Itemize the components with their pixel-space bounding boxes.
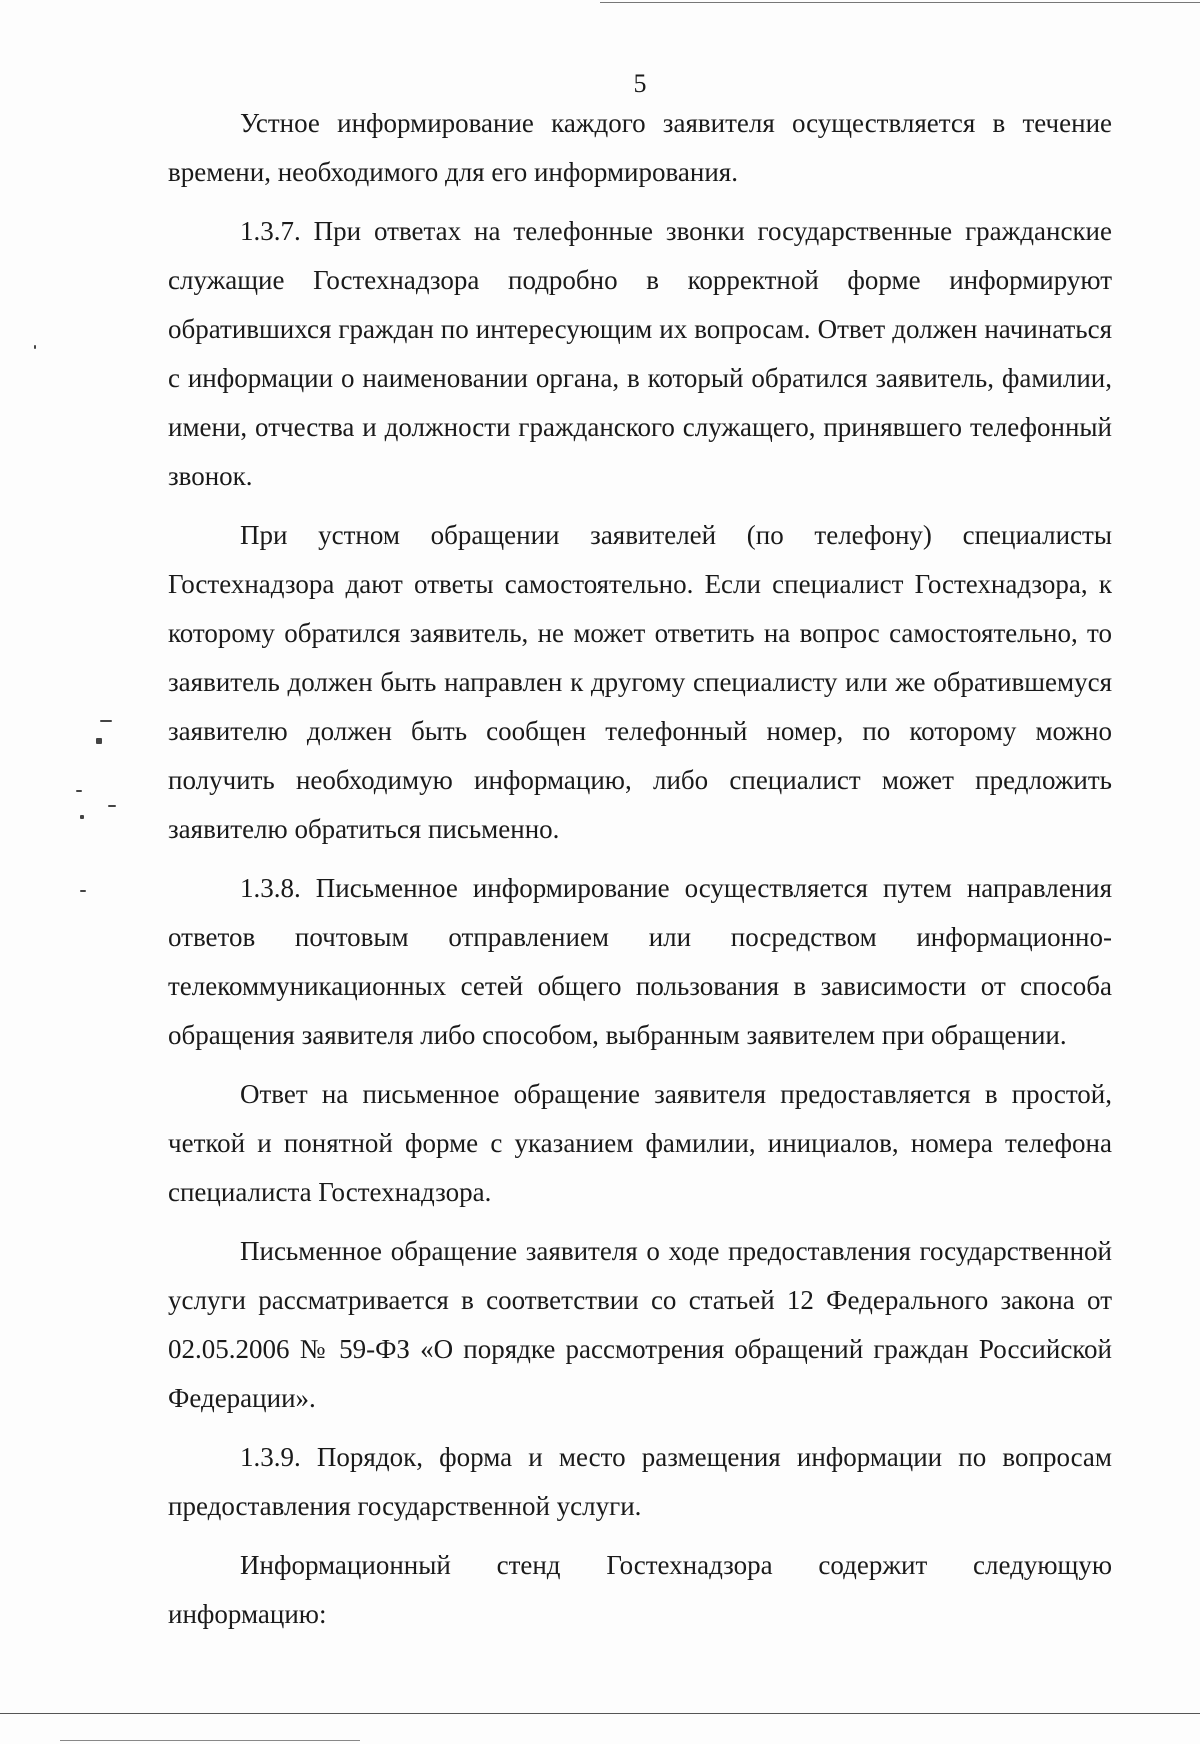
- paragraph: Письменное обращение заявителя о ходе предоставления государственной услуги рассматривается в соответствии со статьей 12 Федерального закона от 02.05.2006 № 59-ФЗ «О порядке рассмотрения обращений граждан Российской Федерации».: [168, 1236, 1112, 1413]
- scan-speck: [76, 790, 82, 792]
- page-number: 5: [633, 69, 647, 98]
- scan-speck: [80, 815, 84, 819]
- scan-edge-bottom: [0, 1713, 1200, 1714]
- paragraph: 1.3.8. Письменное информирование осуществляется путем направления ответов почтовым отправлением или посредством информационно-телекоммуникационных сетей общего пользования в зависимости от способа обращения заявителя либо способом, выбранным заявителем при обращении.: [168, 873, 1112, 1050]
- scan-speck: [80, 890, 86, 892]
- scan-speck: [108, 805, 116, 807]
- scan-speck: [100, 720, 112, 722]
- scan-speck: [34, 345, 36, 349]
- body-text: [168, 99, 1112, 1639]
- paragraph: При устном обращении заявителей (по телефону) специалисты Гостехнадзора дают ответы самостоятельно. Если специалист Гостехнадзора, к которому обратился заявитель, не может ответить на вопрос самостоятельно, то заявитель должен быть направлен к другому специалисту или же обратившемуся заявителю должен быть сообщен телефонный номер, по которому можно получить необходимую информацию, либо специалист может предложить заявителю обратиться письменно.: [168, 520, 1112, 844]
- paragraph: 1.3.7. При ответах на телефонные звонки государственные гражданские служащие Гостехнадзора подробно в корректной форме информируют обратившихся граждан по интересующим их вопросам. Ответ должен начинаться с информации о наименовании органа, в который обратился заявитель, фамилии, имени, отчества и должности гражданского служащего, принявшего телефонный звонок.: [168, 216, 1112, 491]
- scan-edge-bottom-2: [60, 1740, 360, 1741]
- paragraph: 1.3.9. Порядок, форма и место размещения информации по вопросам предоставления государственной услуги.: [168, 1442, 1112, 1521]
- paragraph: Ответ на письменное обращение заявителя предоставляется в простой, четкой и понятной форме с указанием фамилии, инициалов, номера телефона специалиста Гостехнадзора.: [168, 1079, 1112, 1207]
- scan-speck: [96, 738, 102, 744]
- paragraph: Информационный стенд Гостехнадзора содержит следующую информацию:: [168, 1550, 1112, 1629]
- scan-edge-top: [600, 2, 1200, 3]
- paragraph: Устное информирование каждого заявителя осуществляется в течение времени, необходимого для его информирования.: [168, 108, 1112, 187]
